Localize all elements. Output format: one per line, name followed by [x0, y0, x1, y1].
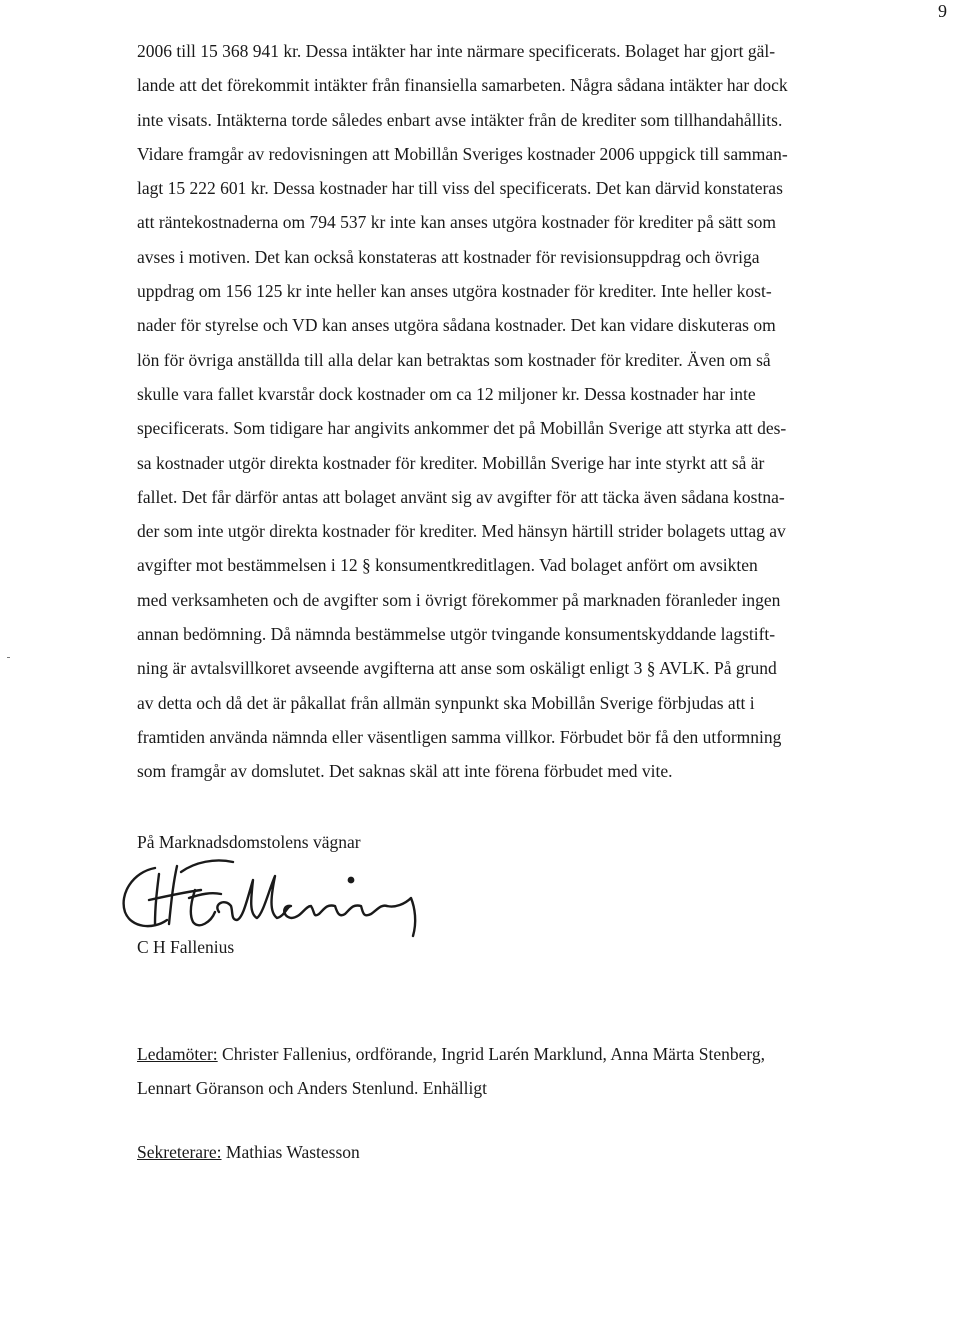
body-paragraph [137, 34, 847, 789]
body-line: sa kostnader utgör direkta kostnader för krediter. Mobillån Sverige har inte styrkt att så är [137, 452, 765, 473]
members-line: Lennart Göranson och Anders Stenlund. Enhälligt [137, 1078, 487, 1098]
body-line: lön för övriga anställda till alla delar kan betraktas som kostnader för krediter. Även om så [137, 349, 771, 370]
body-line: 2006 till 15 368 941 kr. Dessa intäkter har inte närmare specificerats. Bolaget har gjort gäl- [137, 41, 776, 61]
members-names: Christer Fallenius, ordförande, Ingrid Larén Marklund, Anna Märta Stenberg, [217, 1044, 766, 1064]
closing-phrase: På Marknadsdomstolens vägnar [137, 832, 361, 852]
body-line: Vidare framgår av redovisningen att Mobillån Sveriges kostnader 2006 uppgick till samman- [137, 143, 788, 164]
body-line: som framgår av domslutet. Det saknas skäl att inte förena förbudet med vite. [137, 761, 673, 782]
members-line [137, 1037, 857, 1071]
body-line: avgifter mot bestämmelsen i 12 § konsumentkreditlagen. Vad bolaget anfört om avsikten [137, 555, 758, 576]
secretary-label: Sekreterare: [137, 1142, 222, 1162]
body-line: framtiden använda nämnda eller väsentligen samma villkor. Förbudet bör få den utformning [137, 726, 782, 747]
secretary-line [137, 1140, 360, 1164]
margin-mark [7, 657, 10, 658]
body-line: lande att det förekommit intäkter från finansiella samarbeten. Några sådana intäkter har dock [137, 75, 788, 96]
members-label: Ledamöter: [137, 1044, 218, 1064]
body-line: annan bedömning. Då nämnda bestämmelse utgör tvingande konsumentskyddande lagstift- [137, 624, 776, 645]
page-number: 9 [938, 1, 947, 21]
handwritten-signature [115, 850, 435, 940]
body-line: med verksamheten och de avgifter som i övrigt förekommer på marknaden föranleder ingen [137, 589, 781, 610]
body-line: avses i motiven. Det kan också konstateras att kostnader för revisionsuppdrag och övriga [137, 246, 760, 267]
body-line: fallet. Det får därför antas att bolaget använt sig av avgifter för att täcka även sådana kostna- [137, 486, 785, 507]
members-block [137, 1037, 857, 1105]
signer-name: C H Fallenius [137, 937, 235, 957]
body-line: der som inte utgör direkta kostnader för krediter. Med hänsyn härtill strider bolagets uttag av [137, 521, 786, 542]
body-line: inte visats. Intäkterna torde således enbart avse intäkter från de krediter som tillhandahållits. [137, 109, 783, 130]
secretary-name: Mathias Wastesson [221, 1142, 360, 1162]
body-line: specificerats. Som tidigare har angivits ankommer det på Mobillån Sverige att styrka att des- [137, 418, 787, 439]
body-line: nader för styrelse och VD kan anses utgöra sådana kostnader. Det kan vidare diskuteras om [137, 315, 776, 336]
body-line: lagt 15 222 601 kr. Dessa kostnader har till viss del specificerats. Det kan därvid konstateras [137, 178, 783, 199]
body-line: uppdrag om 156 125 kr inte heller kan anses utgöra kostnader för krediter. Inte heller kost- [137, 281, 772, 302]
body-line: av detta och då det är påkallat från allmän synpunkt ska Mobillån Sverige förbjudas att i [137, 692, 755, 713]
body-line: ning är avtalsvillkoret avseende avgifterna att anse som oskäligt enligt 3 § AVLK. På grund [137, 658, 777, 679]
body-line: att räntekostnaderna om 794 537 kr inte kan anses utgöra kostnader för krediter på sätt som [137, 212, 777, 233]
body-line: skulle vara fallet kvarstår dock kostnader om ca 12 miljoner kr. Dessa kostnader har inte [137, 383, 756, 404]
